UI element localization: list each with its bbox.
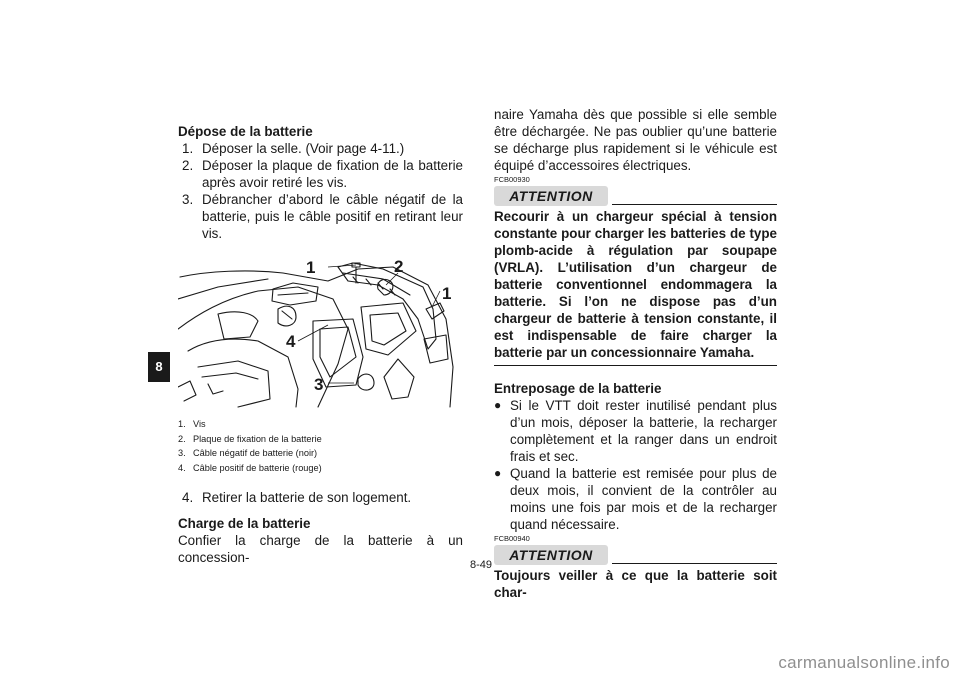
battery-diagram: [178, 259, 463, 409]
battery-illustration: [178, 259, 463, 409]
heading-battery-charging: Charge de la batterie: [178, 516, 311, 531]
attention-label: ATTENTION: [494, 186, 608, 206]
left-column: [178, 123, 463, 566]
attention-header-2: [494, 545, 777, 565]
step-3: 3. Débrancher d’abord le câble négatif de la batterie, puis le câble positif en retirant leur vis.: [182, 192, 463, 241]
caption-1: 1. Vis: [178, 419, 206, 429]
caption-4: 4. Câble positif de batterie (rouge): [178, 462, 322, 473]
code-fcb00930: FCB00930: [494, 175, 530, 184]
caption-3: 3. Câble négatif de batterie (noir): [178, 448, 318, 458]
callout-1a: 1: [306, 259, 316, 277]
page-number: 8-49: [470, 559, 493, 571]
warning-bottom-rule: [494, 365, 777, 366]
bullet-1: ● Si le VTT doit rester inutilisé pendant plus d’un mois, déposer la batterie, la recharger complètement et la ranger dans un endroit frais et sec.: [494, 398, 777, 464]
figure-captions: [178, 417, 463, 475]
heading-battery-storage: Entreposage de la batterie: [494, 381, 662, 396]
chapter-tab: 8: [148, 352, 170, 382]
charge-paragraph-continued: naire Yamaha dès que possible si elle semble être déchargée. Ne pas oublier qu’une batterie se décharge plus rapidement si le véhicule est équipé d’accessoires électriques.: [494, 107, 777, 173]
attention-rule: [612, 204, 777, 205]
attention-label: ATTENTION: [494, 545, 608, 565]
attention-header-1: [494, 186, 777, 206]
attention-rule: [612, 563, 777, 564]
step-2: 2. Déposer la plaque de fixation de la batterie après avoir retiré les vis.: [182, 158, 463, 190]
caption-2: 2. Plaque de fixation de la batterie: [178, 433, 322, 444]
warning-text-2: Toujours veiller à ce que la batterie soit char-: [494, 568, 777, 600]
bullet-dot-icon: ●: [494, 398, 502, 412]
step-4: 4. Retirer la batterie de son logement.: [182, 490, 412, 505]
bullet-dot-icon: ●: [494, 466, 502, 480]
warning-text-1: Recourir à un chargeur spécial à tension constante pour charger les batteries de type plomb-acide à régulation par soupape (VRLA). L’utilisation d’un chargeur de batterie conventionnel endommagera la batterie. Si l’on ne dispose pas d’un chargeur de batterie à tension constante, il est indispensable de faire charger la batterie par un concessionnaire Yamaha.: [494, 209, 777, 360]
code-fcb00940: FCB00940: [494, 534, 530, 543]
step-1: 1. Déposer la selle. (Voir page 4-11.): [182, 141, 405, 156]
heading-battery-removal: Dépose de la batterie: [178, 124, 313, 139]
callout-4: 4: [286, 332, 296, 351]
callout-2: 2: [394, 259, 404, 276]
callout-3: 3: [314, 375, 324, 394]
callout-1b: 1: [442, 284, 452, 303]
watermark: carmanualsonline.info: [778, 653, 950, 672]
charge-paragraph: Confier la charge de la batterie à un concession-: [178, 533, 463, 565]
right-column: [494, 106, 777, 601]
bullet-2: ● Quand la batterie est remisée pour plus de deux mois, il convient de la contrôler au moins une fois par mois et de la recharger quand nécessaire.: [494, 466, 777, 532]
